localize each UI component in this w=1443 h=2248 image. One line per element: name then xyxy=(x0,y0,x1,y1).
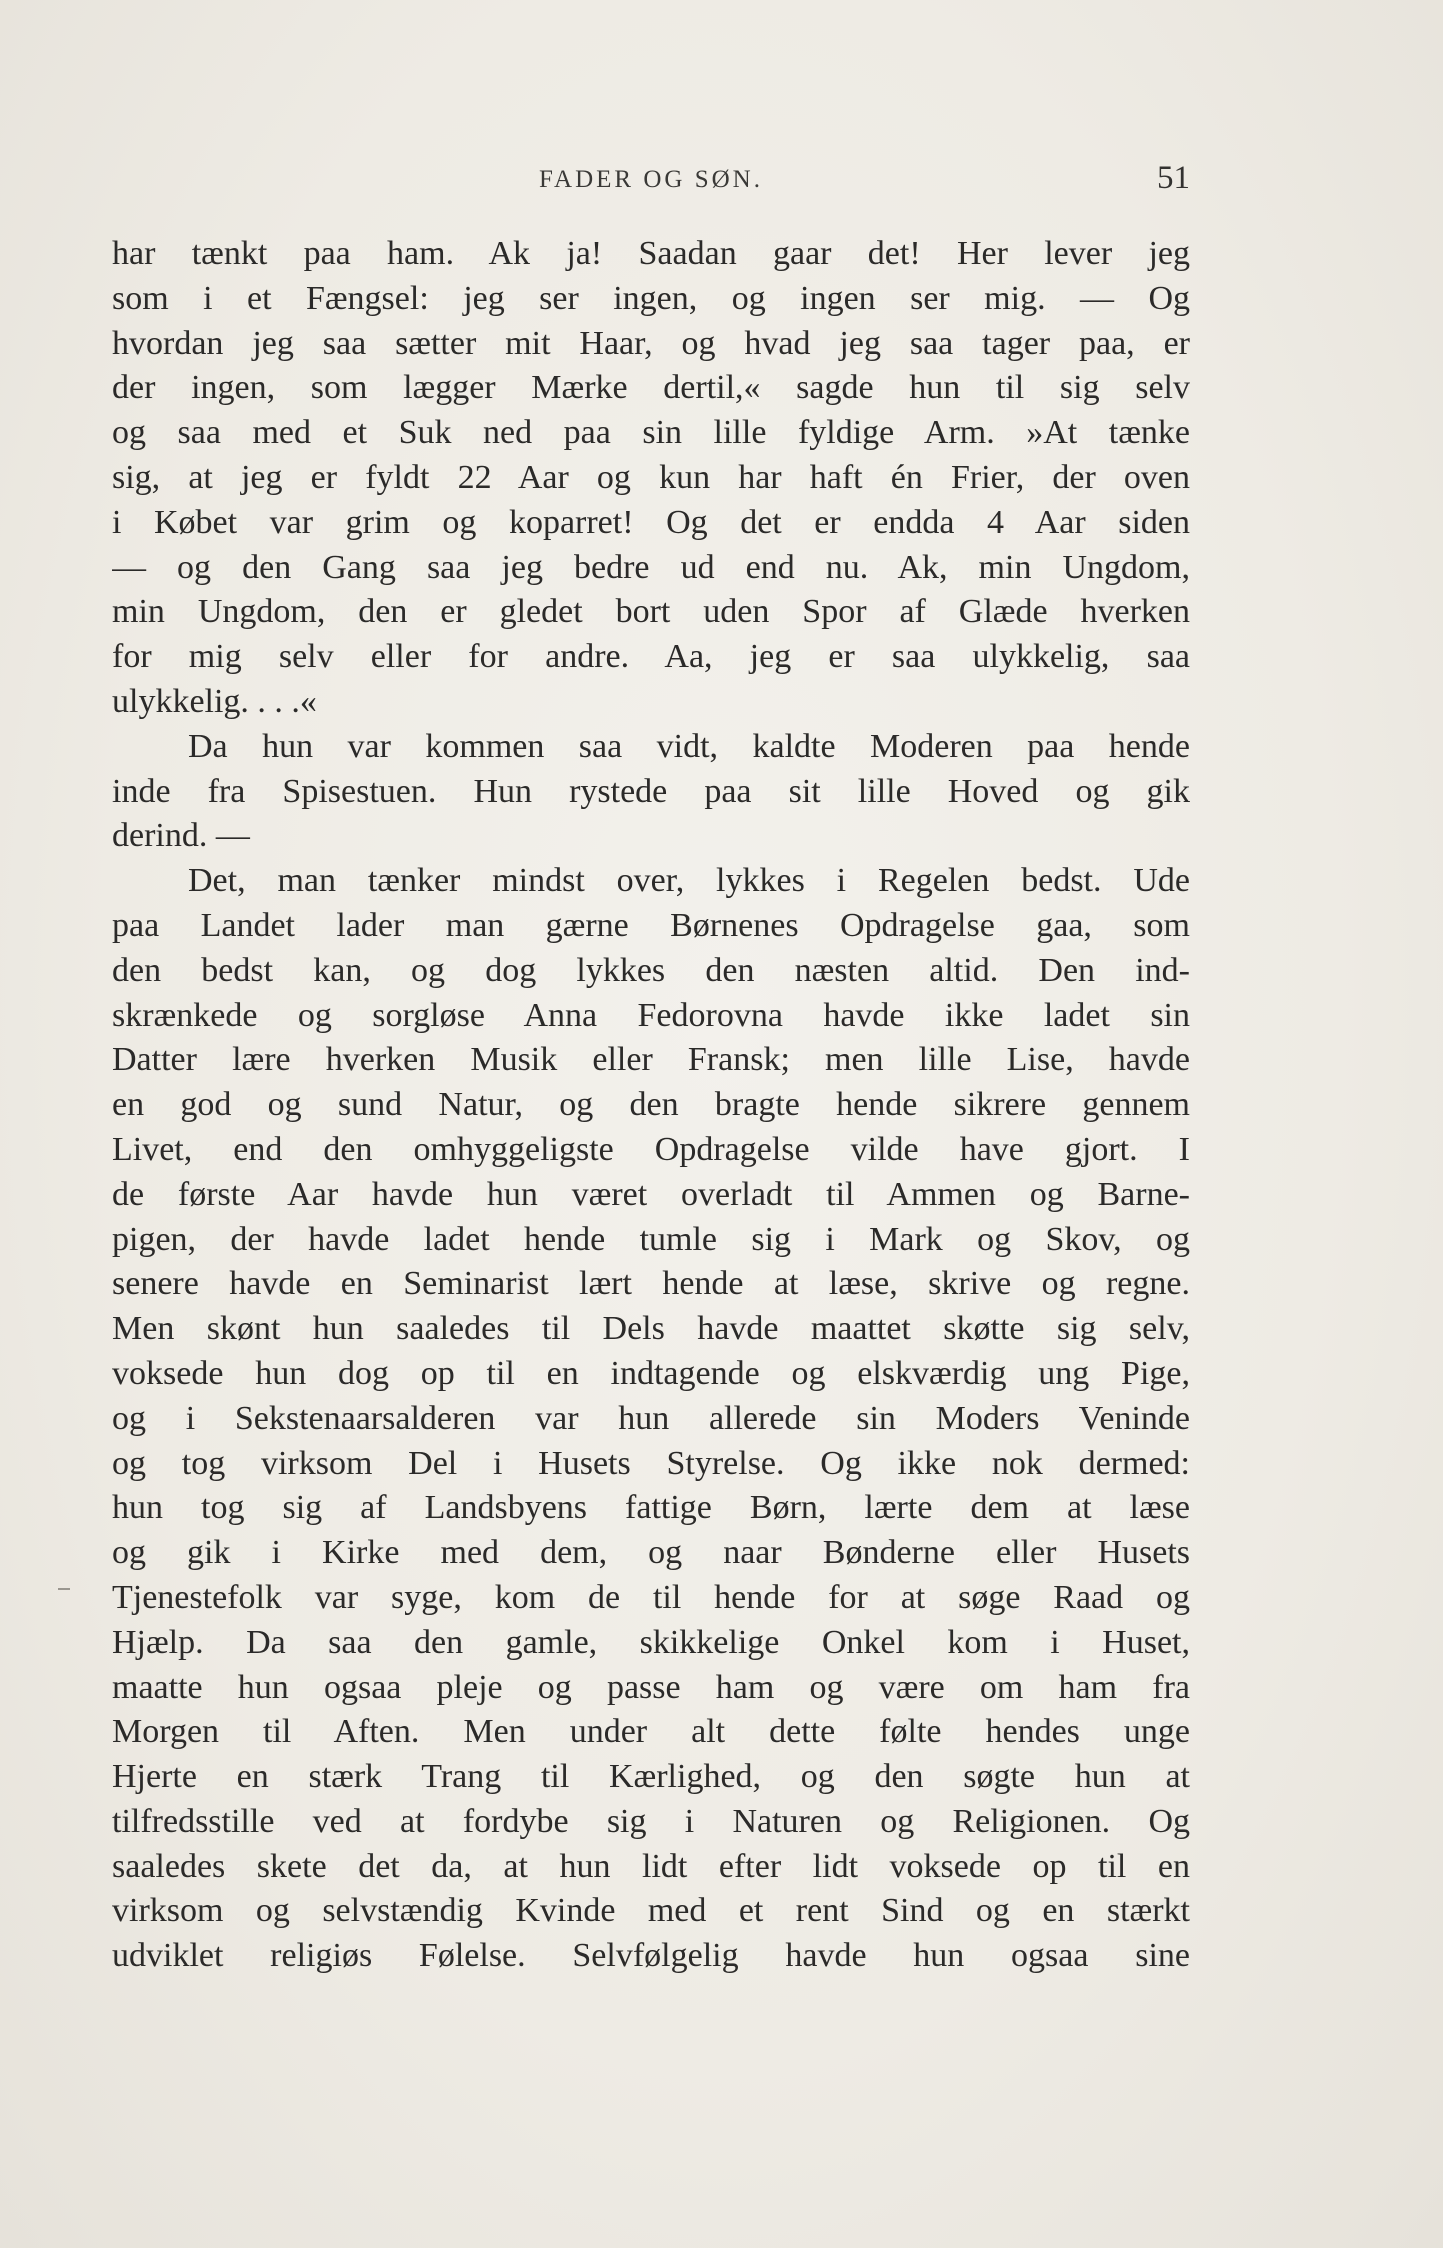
text-line: saaledes skete det da, at hun lidt efter lidt voksede op til en xyxy=(112,1847,1190,1885)
text-line: den bedst kan, og dog lykkes den næsten altid. Den ind- xyxy=(112,951,1190,989)
text-line: min Ungdom, den er gledet bort uden Spor af Glæde hverken xyxy=(112,593,1190,631)
text-line: for mig selv eller for andre. Aa, jeg er saa ulykkelig, saa xyxy=(112,638,1190,676)
running-title: FADER OG SØN. xyxy=(539,166,763,193)
text-line: og saa med et Suk ned paa sin lille fyldige Arm. »At tænke xyxy=(112,414,1190,452)
text-line: der ingen, som lægger Mærke dertil,« sagde hun til sig selv xyxy=(112,369,1190,407)
text-line: udviklet religiøs Følelse. Selvfølgelig havde hun ogsaa sine xyxy=(112,1937,1190,1975)
text-line: pigen, der havde ladet hende tumle sig i Mark og Skov, og xyxy=(112,1220,1190,1258)
text-line: maatte hun ogsaa pleje og passe ham og være om ham fra xyxy=(112,1668,1190,1706)
text-line: Hjælp. Da saa den gamle, skikkelige Onkel kom i Huset, xyxy=(112,1623,1190,1661)
text-line: Datter lære hverken Musik eller Fransk; men lille Lise, havde xyxy=(112,1041,1190,1079)
text-line: som i et Fængsel: jeg ser ingen, og ingen ser mig. — Og xyxy=(112,279,1190,317)
text-line: voksede hun dog op til en indtagende og elskværdig ung Pige, xyxy=(112,1354,1190,1392)
text-line: tilfredsstille ved at fordybe sig i Naturen og Religionen. Og xyxy=(112,1802,1190,1840)
body-text xyxy=(112,232,1190,1979)
margin-mark xyxy=(58,1588,70,1590)
text-line: i Købet var grim og koparret! Og det er endda 4 Aar siden xyxy=(112,503,1190,541)
text-line: Livet, end den omhyggeligste Opdragelse vilde have gjort. I xyxy=(112,1130,1190,1168)
text-line: inde fra Spisestuen. Hun rystede paa sit lille Hoved og gik xyxy=(112,772,1190,810)
text-line: og i Sekstenaarsalderen var hun allerede sin Moders Veninde xyxy=(112,1399,1190,1437)
page-number: 51 xyxy=(1157,160,1190,196)
text-line: senere havde en Seminarist lært hende at læse, skrive og regne. xyxy=(112,1265,1190,1303)
text-line: har tænkt paa ham. Ak ja! Saadan gaar det! Her lever jeg xyxy=(112,235,1190,272)
text-line: Det, man tænker mindst over, lykkes i Regelen bedst. Ude xyxy=(188,862,1190,900)
text-line: paa Landet lader man gærne Børnenes Opdragelse gaa, som xyxy=(112,906,1190,944)
text-line: Tjenestefolk var syge, kom de til hende for at søge Raad og xyxy=(112,1578,1190,1616)
text-line: hun tog sig af Landsbyens fattige Børn, lærte dem at læse xyxy=(112,1489,1190,1527)
text-line: derind. — xyxy=(112,817,250,855)
text-line: og tog virksom Del i Husets Styrelse. Og ikke nok dermed: xyxy=(112,1444,1190,1482)
text-line: — og den Gang saa jeg bedre ud end nu. Ak, min Ungdom, xyxy=(112,548,1190,586)
text-line: ulykkelig. . . .« xyxy=(112,682,317,720)
text-line: sig, at jeg er fyldt 22 Aar og kun har haft én Frier, der oven xyxy=(112,458,1190,496)
running-head xyxy=(112,160,1190,200)
text-line: hvordan jeg saa sætter mit Haar, og hvad jeg saa tager paa, er xyxy=(112,324,1190,362)
text-line: Da hun var kommen saa vidt, kaldte Moderen paa hende xyxy=(188,727,1190,765)
text-line: og gik i Kirke med dem, og naar Bønderne eller Husets xyxy=(112,1534,1190,1572)
text-line: virksom og selvstændig Kvinde med et rent Sind og en stærkt xyxy=(112,1892,1190,1930)
text-line: Hjerte en stærk Trang til Kærlighed, og den søgte hun at xyxy=(112,1758,1190,1796)
text-line: de første Aar havde hun været overladt til Ammen og Barne- xyxy=(112,1175,1190,1213)
text-line: Men skønt hun saaledes til Dels havde maattet skøtte sig selv, xyxy=(112,1310,1190,1348)
text-line: Morgen til Aften. Men under alt dette følte hendes unge xyxy=(112,1713,1190,1751)
text-line: skrænkede og sorgløse Anna Fedorovna havde ikke ladet sin xyxy=(112,996,1190,1034)
text-line: en god og sund Natur, og den bragte hende sikrere gennem xyxy=(112,1086,1190,1124)
